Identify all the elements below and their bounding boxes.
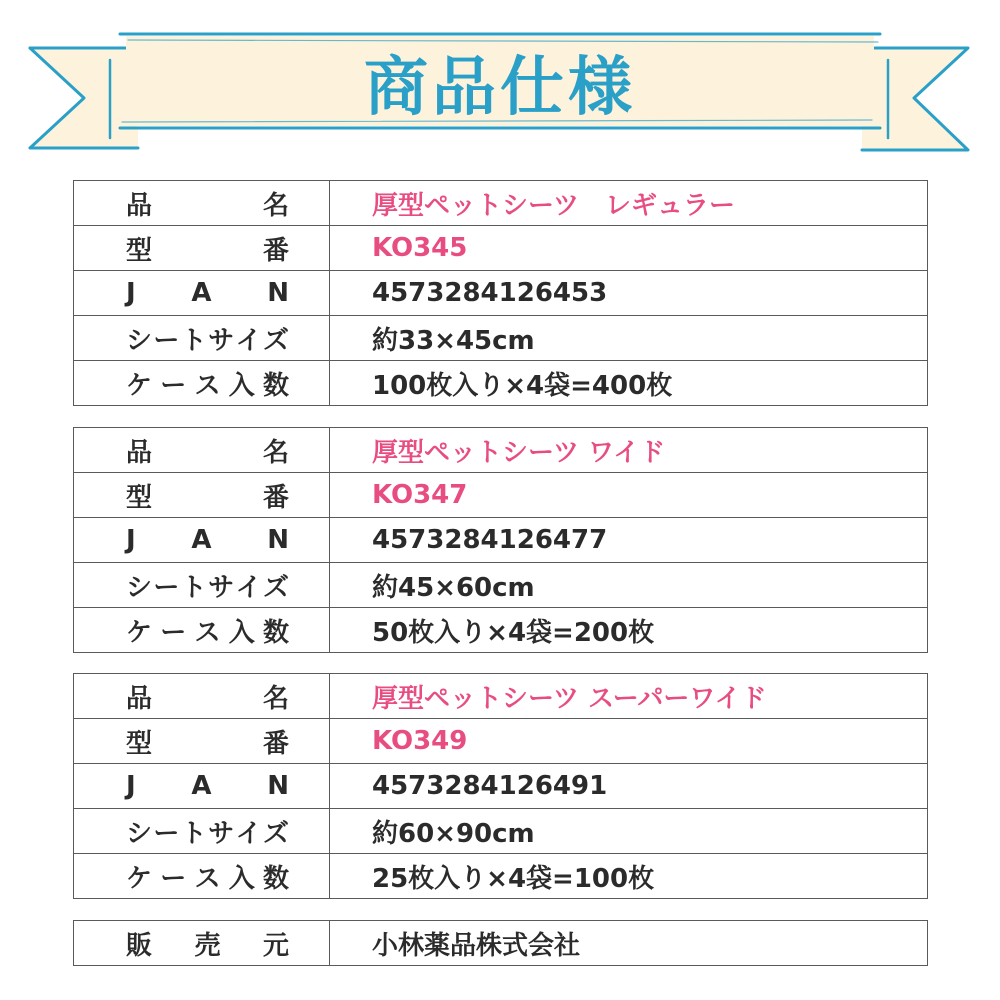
row-label <box>74 181 330 226</box>
table-row <box>74 563 928 608</box>
label-char: N <box>267 525 289 555</box>
row-label-text <box>126 858 289 895</box>
label-char: 名 <box>262 437 289 468</box>
row-label <box>74 428 330 473</box>
row-label <box>74 316 330 361</box>
label-char: N <box>267 771 289 801</box>
spec-table-super-wide <box>73 673 928 899</box>
label-char: 型 <box>126 728 153 759</box>
label-char: シ <box>126 818 153 849</box>
label-char: シ <box>126 325 153 356</box>
table-row <box>74 226 928 271</box>
row-label <box>74 271 330 316</box>
table-row <box>74 608 928 653</box>
row-label <box>74 518 330 563</box>
table-row <box>74 854 928 899</box>
label-char: ー <box>153 325 180 356</box>
label-char: ズ <box>262 325 289 356</box>
label-char: 数 <box>262 617 289 648</box>
spec-table-wide <box>73 427 928 653</box>
row-value: 100枚入り×4袋=400枚 <box>330 361 928 406</box>
label-char: 番 <box>262 235 289 266</box>
row-value: 25枚入り×4袋=100枚 <box>330 854 928 899</box>
table-row <box>74 473 928 518</box>
label-char: シ <box>126 572 153 603</box>
row-label-text <box>126 365 289 402</box>
row-label <box>74 764 330 809</box>
label-char: ト <box>180 818 207 849</box>
row-value: KO345 <box>330 226 928 271</box>
spec-table-seller <box>73 920 928 966</box>
row-value: 約33×45cm <box>330 316 928 361</box>
row-value: 4573284126491 <box>330 764 928 809</box>
label-char: ー <box>160 863 187 894</box>
row-label <box>74 921 330 966</box>
row-value: 50枚入り×4袋=200枚 <box>330 608 928 653</box>
label-char: ズ <box>262 818 289 849</box>
label-char: A <box>191 771 212 801</box>
row-label-text <box>126 432 289 469</box>
label-char: ス <box>194 370 221 401</box>
label-char: ー <box>153 572 180 603</box>
label-char: 品 <box>126 683 153 714</box>
label-char: N <box>267 278 289 308</box>
label-char: ー <box>160 617 187 648</box>
label-char: 品 <box>126 190 153 221</box>
row-label-text <box>126 320 289 357</box>
label-char: 型 <box>126 482 153 513</box>
table-row <box>74 921 928 966</box>
label-char: ト <box>180 325 207 356</box>
row-label <box>74 674 330 719</box>
row-label-text <box>126 723 289 760</box>
row-label-text <box>126 477 289 514</box>
row-label <box>74 608 330 653</box>
row-label <box>74 563 330 608</box>
row-value: 約60×90cm <box>330 809 928 854</box>
row-value: 厚型ペットシーツ スーパーワイド <box>330 674 928 719</box>
title-banner <box>0 0 1000 170</box>
row-label-text <box>126 278 289 308</box>
row-label-text <box>126 771 289 801</box>
table-row <box>74 428 928 473</box>
row-label-text <box>126 612 289 649</box>
label-char: イ <box>235 325 262 356</box>
row-value: 厚型ペットシーツ レギュラー <box>330 181 928 226</box>
label-char: J <box>126 771 136 801</box>
table-row <box>74 764 928 809</box>
row-label-text <box>126 925 289 962</box>
label-char: サ <box>208 325 235 356</box>
page-title: 商品仕様 <box>364 51 636 125</box>
label-char: 番 <box>262 728 289 759</box>
label-char: ー <box>153 818 180 849</box>
label-char: 数 <box>262 863 289 894</box>
row-value: 4573284126477 <box>330 518 928 563</box>
row-label <box>74 809 330 854</box>
label-char: 番 <box>262 482 289 513</box>
label-char: サ <box>208 572 235 603</box>
table-row <box>74 361 928 406</box>
row-label <box>74 473 330 518</box>
row-label-text <box>126 567 289 604</box>
label-char: ケ <box>126 370 153 401</box>
label-char: 販 <box>126 930 153 961</box>
label-char: A <box>191 525 212 555</box>
table-row <box>74 181 928 226</box>
label-char: 元 <box>262 930 289 961</box>
label-char: 名 <box>262 190 289 221</box>
row-label <box>74 854 330 899</box>
row-label-text <box>126 813 289 850</box>
row-value: 小林薬品株式会社 <box>330 921 928 966</box>
label-char: ケ <box>126 863 153 894</box>
row-label-text <box>126 230 289 267</box>
row-label <box>74 361 330 406</box>
label-char: A <box>191 278 212 308</box>
label-char: ー <box>160 370 187 401</box>
label-char: J <box>126 525 136 555</box>
row-value: KO347 <box>330 473 928 518</box>
row-label-text <box>126 678 289 715</box>
label-char: 入 <box>228 863 255 894</box>
label-char: ス <box>194 863 221 894</box>
label-char: 数 <box>262 370 289 401</box>
table-row <box>74 719 928 764</box>
table-row <box>74 316 928 361</box>
row-value: 4573284126453 <box>330 271 928 316</box>
table-row <box>74 271 928 316</box>
label-char: J <box>126 278 136 308</box>
label-char: ス <box>194 617 221 648</box>
label-char: 名 <box>262 683 289 714</box>
spec-table-regular <box>73 180 928 406</box>
label-char: 型 <box>126 235 153 266</box>
label-char: 品 <box>126 437 153 468</box>
label-char: ケ <box>126 617 153 648</box>
row-value: 約45×60cm <box>330 563 928 608</box>
label-char: 入 <box>228 617 255 648</box>
row-value: KO349 <box>330 719 928 764</box>
label-char: 入 <box>228 370 255 401</box>
table-row <box>74 518 928 563</box>
row-label <box>74 226 330 271</box>
row-label <box>74 719 330 764</box>
label-char: ト <box>180 572 207 603</box>
label-char: ズ <box>262 572 289 603</box>
row-value: 厚型ペットシーツ ワイド <box>330 428 928 473</box>
table-row <box>74 674 928 719</box>
label-char: イ <box>235 572 262 603</box>
label-char: イ <box>235 818 262 849</box>
row-label-text <box>126 185 289 222</box>
table-row <box>74 809 928 854</box>
label-char: サ <box>208 818 235 849</box>
row-label-text <box>126 525 289 555</box>
label-char: 売 <box>194 930 221 961</box>
